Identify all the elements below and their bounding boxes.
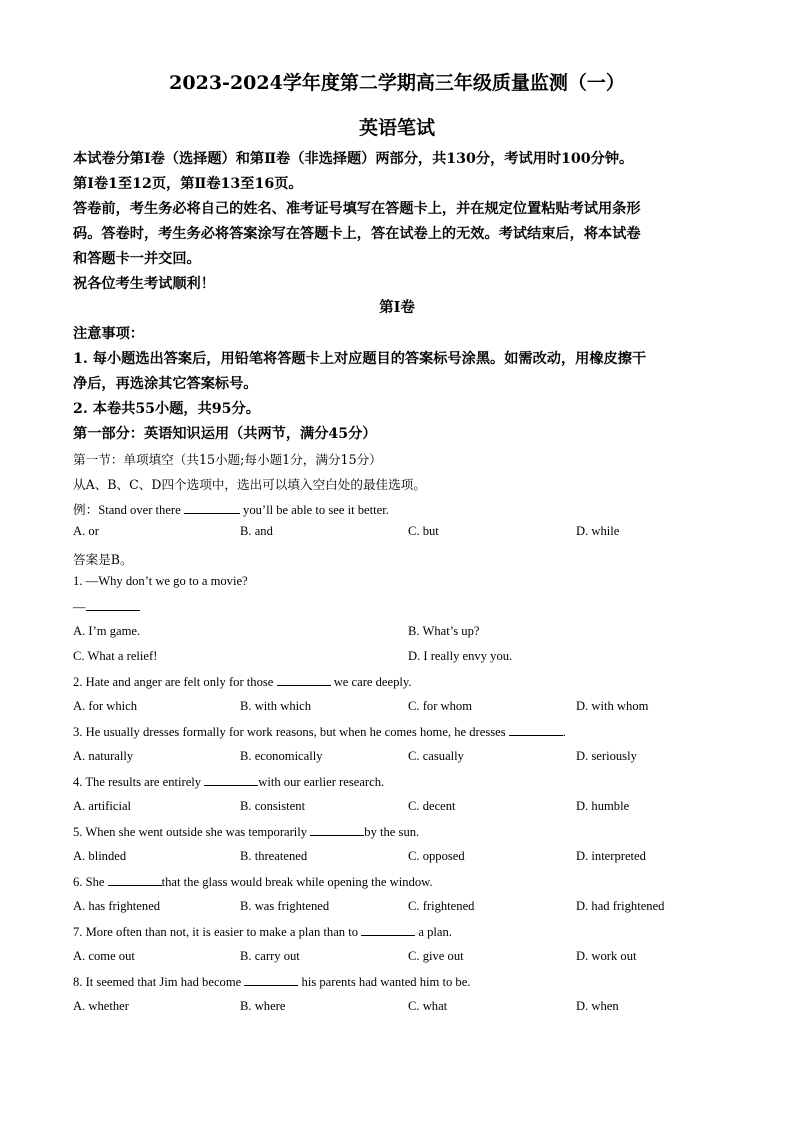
question-text-after: his parents had wanted him to be. — [301, 975, 471, 989]
intro-line: 祝各位考生考试顺利！ — [73, 276, 215, 292]
question-text-before: 7. More often than not, it is easier to make a plan than to — [73, 925, 359, 939]
part1-heading: 第一部分：英语知识运用（共两节，满分45分） — [73, 426, 377, 442]
option-a: A. blinded — [73, 849, 127, 863]
option-b: B. What’s up? — [408, 624, 480, 638]
option-c: C. what — [408, 999, 448, 1013]
question-5 — [73, 824, 419, 840]
question-text-before: 4. The results are entirely — [73, 775, 202, 789]
answer-blank — [361, 924, 415, 936]
answer-blank — [86, 599, 140, 611]
answer-blank — [310, 824, 364, 836]
question-text-after: with our earlier research. — [258, 775, 385, 789]
option-c: C. but — [408, 524, 439, 538]
question-text-before: 3. He usually dresses formally for work reasons, but when he comes home, he dresses — [73, 725, 506, 739]
notes-line: 净后，再选涂其它答案标号。 — [73, 376, 258, 392]
question-text-after: a plan. — [418, 925, 452, 939]
option-c: C. frightened — [408, 899, 475, 913]
question-text-before: 例：Stand over there — [73, 503, 181, 517]
question-text-after: we care deeply. — [333, 675, 412, 689]
option-b: B. consistent — [240, 799, 306, 813]
answer-blank — [277, 674, 331, 686]
option-a: A. I’m game. — [73, 624, 141, 638]
option-b: B. was frightened — [240, 899, 330, 913]
option-d: D. work out — [576, 949, 637, 963]
question-7 — [73, 924, 452, 940]
option-c: C. opposed — [408, 849, 465, 863]
option-c: C. give out — [408, 949, 464, 963]
question-8 — [73, 974, 470, 990]
question-text-before: 2. Hate and anger are felt only for those — [73, 675, 274, 689]
exam-title: 2023-2024学年度第二学期高三年级质量监测（一） — [169, 72, 625, 94]
example-question — [73, 499, 389, 518]
example-answer: 答案是B。 — [73, 552, 133, 567]
option-d: D. when — [576, 999, 619, 1013]
option-a: A. for which — [73, 699, 138, 713]
question-4 — [73, 774, 384, 790]
option-c: C. casually — [408, 749, 464, 763]
option-a: A. has frightened — [73, 899, 161, 913]
notes-line: 1. 每小题选出答案后，用铅笔将答题卡上对应题目的答案标号涂黑。如需改动，用橡皮擦干 — [73, 351, 647, 367]
intro-line: 答卷前，考生务必将自己的姓名、准考证号填写在答题卡上，并在规定位置粘贴考试用条形 — [73, 201, 641, 217]
reply-dash: — — [73, 600, 86, 614]
option-a: A. or — [73, 524, 99, 538]
section-instruction: 从A、B、C、D四个选项中，选出可以填入空白处的最佳选项。 — [73, 477, 426, 492]
question-text-after: you’ll be able to see it better. — [243, 503, 389, 517]
option-d: D. while — [576, 524, 620, 538]
option-c: C. What a relief! — [73, 649, 158, 663]
question-3 — [73, 724, 566, 740]
option-b: B. economically — [240, 749, 323, 763]
option-a: A. naturally — [73, 749, 134, 763]
option-d: D. with whom — [576, 699, 649, 713]
option-b: B. and — [240, 524, 273, 538]
option-b: B. carry out — [240, 949, 300, 963]
answer-blank — [108, 874, 162, 886]
option-d: D. seriously — [576, 749, 637, 763]
answer-blank — [184, 502, 240, 514]
answer-blank — [204, 774, 258, 786]
notes-heading: 注意事项： — [73, 326, 144, 342]
question-text-after: . — [562, 725, 566, 739]
question-text-after: that the glass would break while opening the window. — [161, 875, 433, 889]
option-d: D. interpreted — [576, 849, 646, 863]
question-1-reply — [73, 599, 140, 615]
option-d: D. humble — [576, 799, 630, 813]
option-a: A. whether — [73, 999, 129, 1013]
option-d: D. I really envy you. — [408, 649, 513, 663]
volume-label: 第Ⅰ卷 — [379, 299, 415, 316]
option-d: D. had frightened — [576, 899, 665, 913]
option-a: A. come out — [73, 949, 135, 963]
option-c: C. for whom — [408, 699, 473, 713]
question-1: 1. —Why don’t we go to a movie? — [73, 574, 248, 588]
question-text-after: by the sun. — [364, 825, 420, 839]
option-b: B. where — [240, 999, 286, 1013]
question-6 — [73, 874, 433, 890]
intro-line: 码。答卷时，考生务必将答案涂写在答题卡上，答在试卷上的无效。考试结束后，将本试卷 — [73, 226, 641, 242]
exam-subtitle: 英语笔试 — [358, 117, 435, 139]
intro-line: 和答题卡一并交回。 — [73, 251, 201, 267]
option-b: B. threatened — [240, 849, 308, 863]
option-b: B. with which — [240, 699, 312, 713]
question-2 — [73, 674, 412, 690]
answer-blank — [509, 724, 563, 736]
question-text-before: 8. It seemed that Jim had become — [73, 975, 242, 989]
option-a: A. artificial — [73, 799, 132, 813]
question-text-before: 6. She — [73, 875, 105, 889]
notes-line: 2. 本卷共55小题，共95分。 — [73, 401, 260, 417]
answer-blank — [244, 974, 298, 986]
intro-line: 本试卷分第Ⅰ卷（选择题）和第Ⅱ卷（非选择题）两部分，共130分，考试用时100分钟。 — [73, 151, 634, 167]
section1-heading: 第一节：单项填空（共15小题;每小题1分，满分15分） — [73, 452, 382, 467]
intro-line: 第Ⅰ卷1至12页，第Ⅱ卷13至16页。 — [73, 176, 303, 192]
question-text-before: 5. When she went outside she was temporarily — [73, 825, 308, 839]
option-c: C. decent — [408, 799, 456, 813]
